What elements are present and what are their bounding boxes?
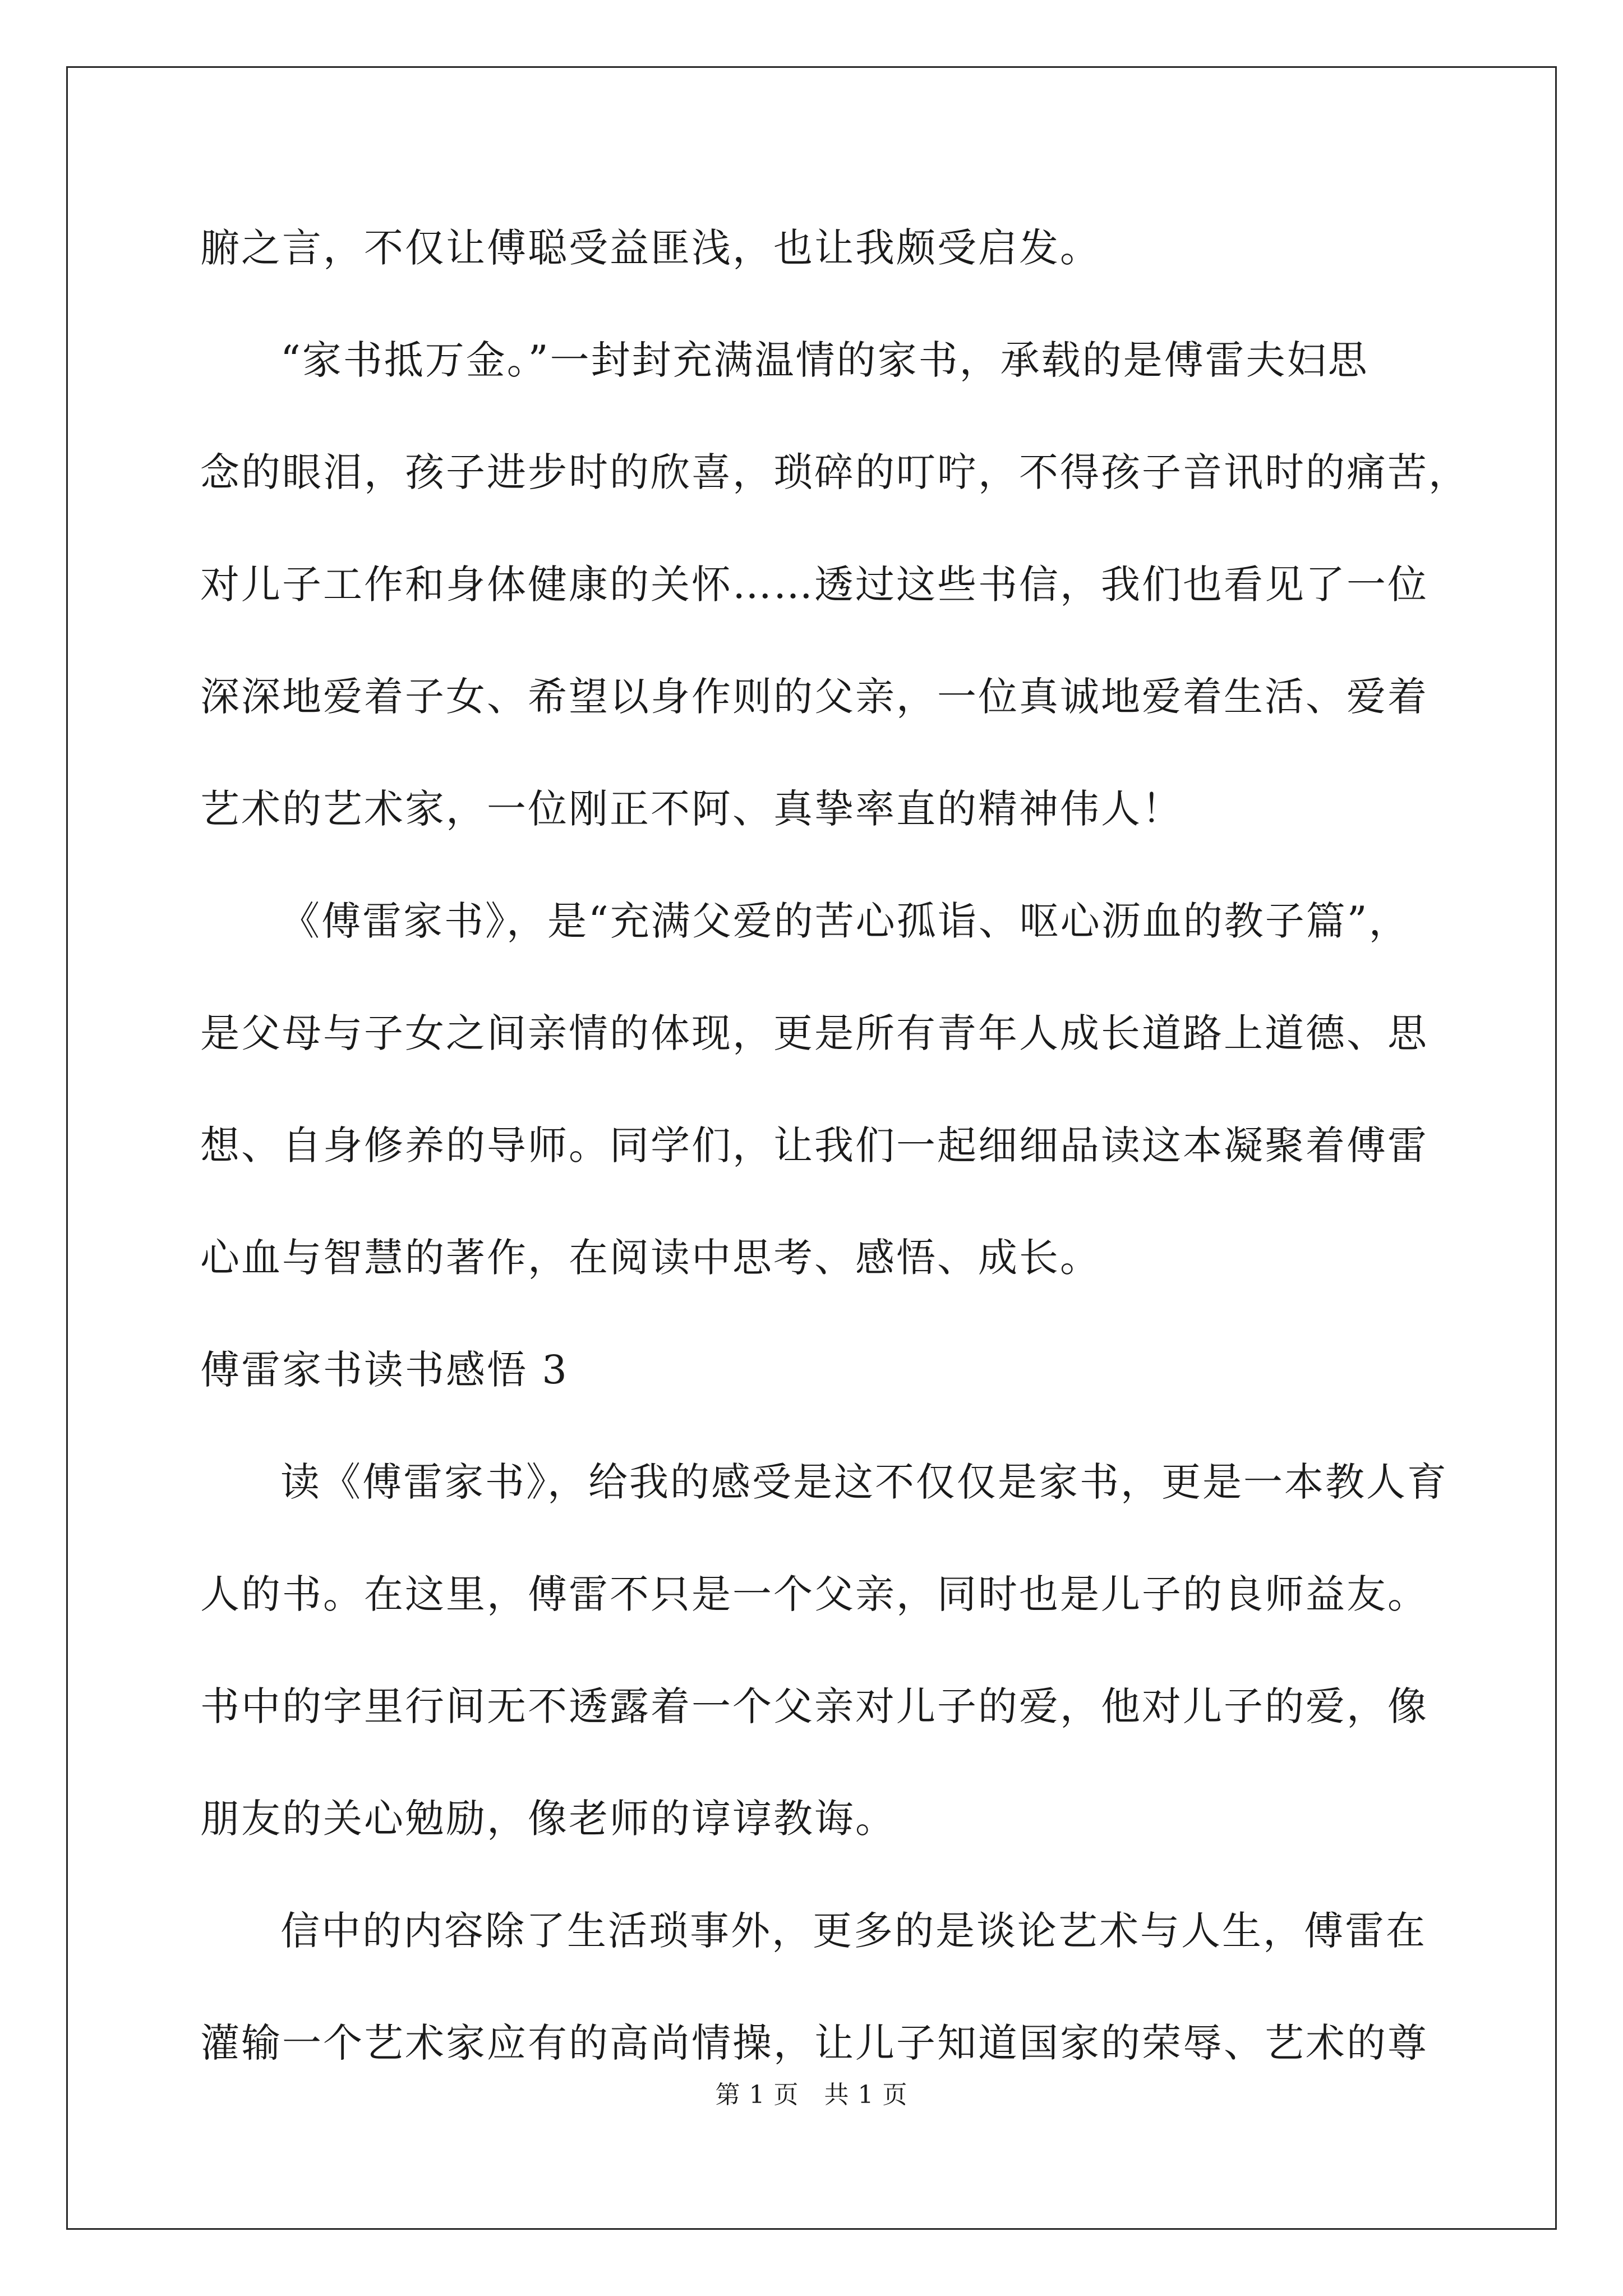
text-line: 艺术的艺术家，一位刚正不阿、真挚率直的精神伟人！ xyxy=(200,786,1183,832)
text-line: 深深地爱着子女、希望以身作则的父亲，一位真诚地爱着生活、爱着 xyxy=(200,674,1428,720)
text-line: 书中的字里行间无不透露着一个父亲对儿子的爱，他对儿子的爱，像 xyxy=(200,1683,1428,1729)
paragraph-start-line: “家书抵万金。”一封封充满温情的家书，承载的是傅雷夫妇思 xyxy=(280,337,1369,383)
text-line: 腑之言，不仅让傅聪受益匪浅，也让我颇受启发。 xyxy=(200,225,1101,271)
paragraph-start-line: 信中的内容除了生活琐事外，更多的是谈论艺术与人生，傅雷在 xyxy=(280,1908,1427,1954)
paragraph-start-line: 《傅雷家书》，是“充满父爱的苦心孤诣、呕心沥血的教子篇”， xyxy=(280,898,1410,944)
text-line: 心血与智慧的著作，在阅读中思考、感悟、成长。 xyxy=(200,1235,1101,1281)
text-line: 对儿子工作和身体健康的关怀……透过这些书信，我们也看见了一位 xyxy=(200,562,1428,608)
paragraph-start-line: 读《傅雷家书》，给我的感受是这不仅仅是家书，更是一本教人育 xyxy=(280,1459,1448,1505)
text-line: 灌输一个艺术家应有的高尚情操，让儿子知道国家的荣辱、艺术的尊 xyxy=(200,2020,1428,2066)
document-body xyxy=(200,192,1469,2099)
text-line: 是父母与子女之间亲情的体现，更是所有青年人成长道路上道德、思 xyxy=(200,1010,1428,1056)
text-line: 朋友的关心勉励，像老师的谆谆教诲。 xyxy=(200,1796,896,1842)
text-line: 念的眼泪，孩子进步时的欣喜，琐碎的叮咛，不得孩子音讯时的痛苦， xyxy=(200,449,1469,495)
page-number-footer: 第 1 页 共 1 页 xyxy=(715,2081,908,2109)
text-line: 人的书。在这里，傅雷不只是一个父亲，同时也是儿子的良师益友。 xyxy=(200,1571,1428,1617)
text-line: 想、自身修养的导师。同学们，让我们一起细细品读这本凝聚着傅雷 xyxy=(200,1122,1428,1168)
section-heading: 傅雷家书读书感悟 3 xyxy=(200,1347,569,1393)
